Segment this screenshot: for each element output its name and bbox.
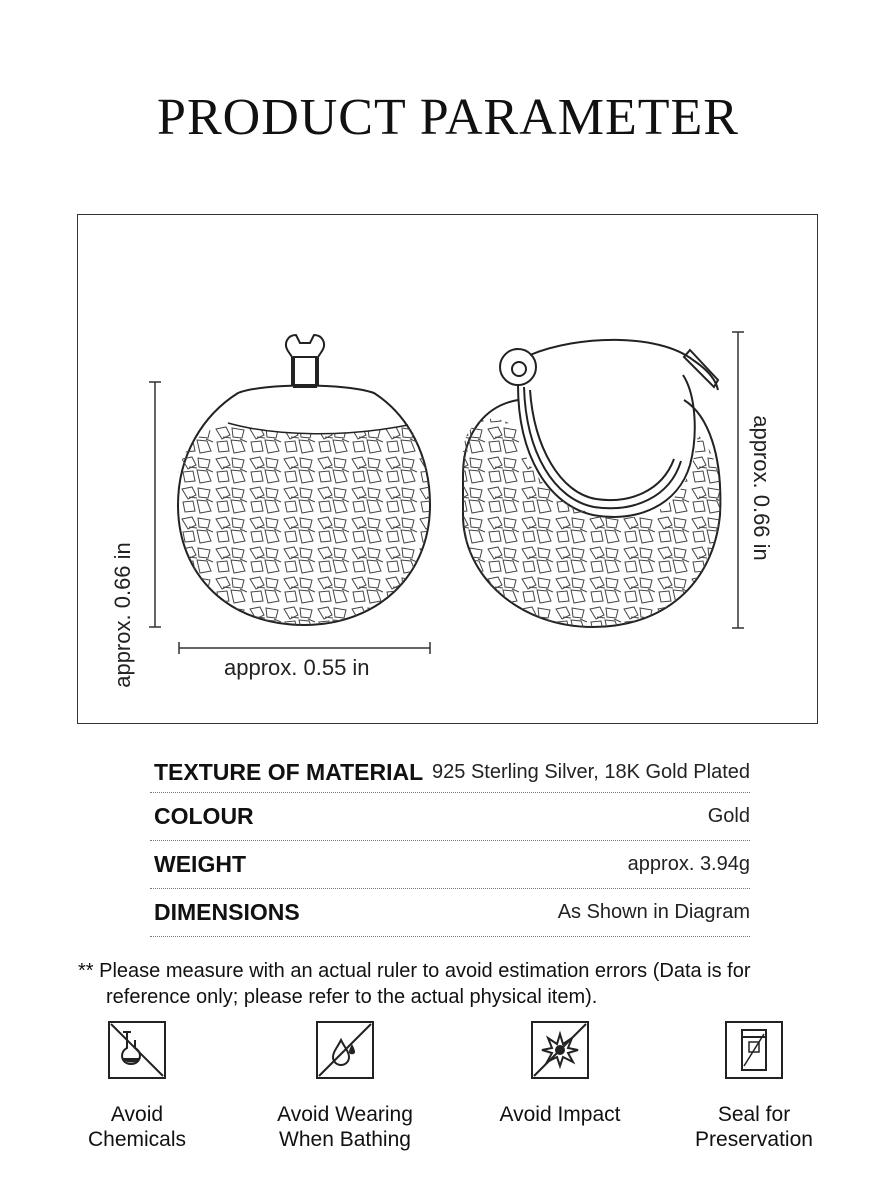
no-chemicals-icon bbox=[107, 1020, 167, 1080]
no-bathing-icon bbox=[315, 1020, 375, 1080]
sealed-bag-icon bbox=[724, 1020, 784, 1080]
no-impact-icon bbox=[530, 1020, 590, 1080]
spec-key: WEIGHT bbox=[154, 851, 246, 877]
measurement-note bbox=[78, 958, 838, 1010]
page-title: PRODUCT PARAMETER bbox=[157, 89, 739, 146]
width-label: approx. 0.55 in bbox=[224, 655, 370, 680]
spec-key: COLOUR bbox=[154, 803, 254, 829]
care-item-bathing bbox=[245, 1020, 445, 1152]
care-label-line-1: Avoid Impact bbox=[499, 1103, 621, 1126]
care-label-line-2: Preservation bbox=[695, 1128, 813, 1151]
care-item-impact bbox=[460, 1020, 660, 1127]
spec-value: approx. 3.94g bbox=[627, 853, 750, 875]
spec-table bbox=[150, 752, 750, 937]
care-label bbox=[37, 1102, 237, 1152]
care-label-line-1: Avoid Wearing bbox=[277, 1103, 413, 1126]
spec-row-weight bbox=[150, 841, 750, 889]
earring-drawing bbox=[78, 215, 819, 725]
spec-row-material bbox=[150, 752, 750, 793]
earring-side-view bbox=[463, 340, 723, 630]
spec-value: As Shown in Diagram bbox=[557, 901, 750, 923]
care-label bbox=[654, 1102, 854, 1152]
spec-value: Gold bbox=[707, 805, 750, 827]
note-line-2: reference only; please refer to the actual physical item). bbox=[106, 986, 598, 1008]
height-label-side: approx. 0.66 in bbox=[749, 415, 774, 561]
spec-value: 925 Sterling Silver, 18K Gold Plated bbox=[432, 760, 750, 783]
spec-key: TEXTURE OF MATERIAL bbox=[154, 758, 424, 785]
spec-key: DIMENSIONS bbox=[154, 899, 300, 925]
care-label bbox=[245, 1102, 445, 1152]
earring-front-view bbox=[178, 335, 430, 627]
note-line-1: ** Please measure with an actual ruler to avoid estimation errors (Data is for bbox=[78, 960, 751, 982]
spec-row-colour bbox=[150, 793, 750, 841]
care-label-line-2: When Bathing bbox=[279, 1128, 411, 1151]
care-item-chemicals bbox=[37, 1020, 237, 1152]
height-label-front: approx. 0.66 in bbox=[110, 542, 135, 688]
care-label-line-1: Seal for bbox=[717, 1103, 791, 1126]
care-label-line-2: Chemicals bbox=[87, 1128, 187, 1151]
earring-diagram bbox=[77, 214, 818, 724]
spec-row-dimensions bbox=[150, 889, 750, 937]
care-label bbox=[460, 1102, 660, 1127]
care-item-seal bbox=[654, 1020, 854, 1152]
care-label-line-1: Avoid bbox=[110, 1103, 164, 1126]
